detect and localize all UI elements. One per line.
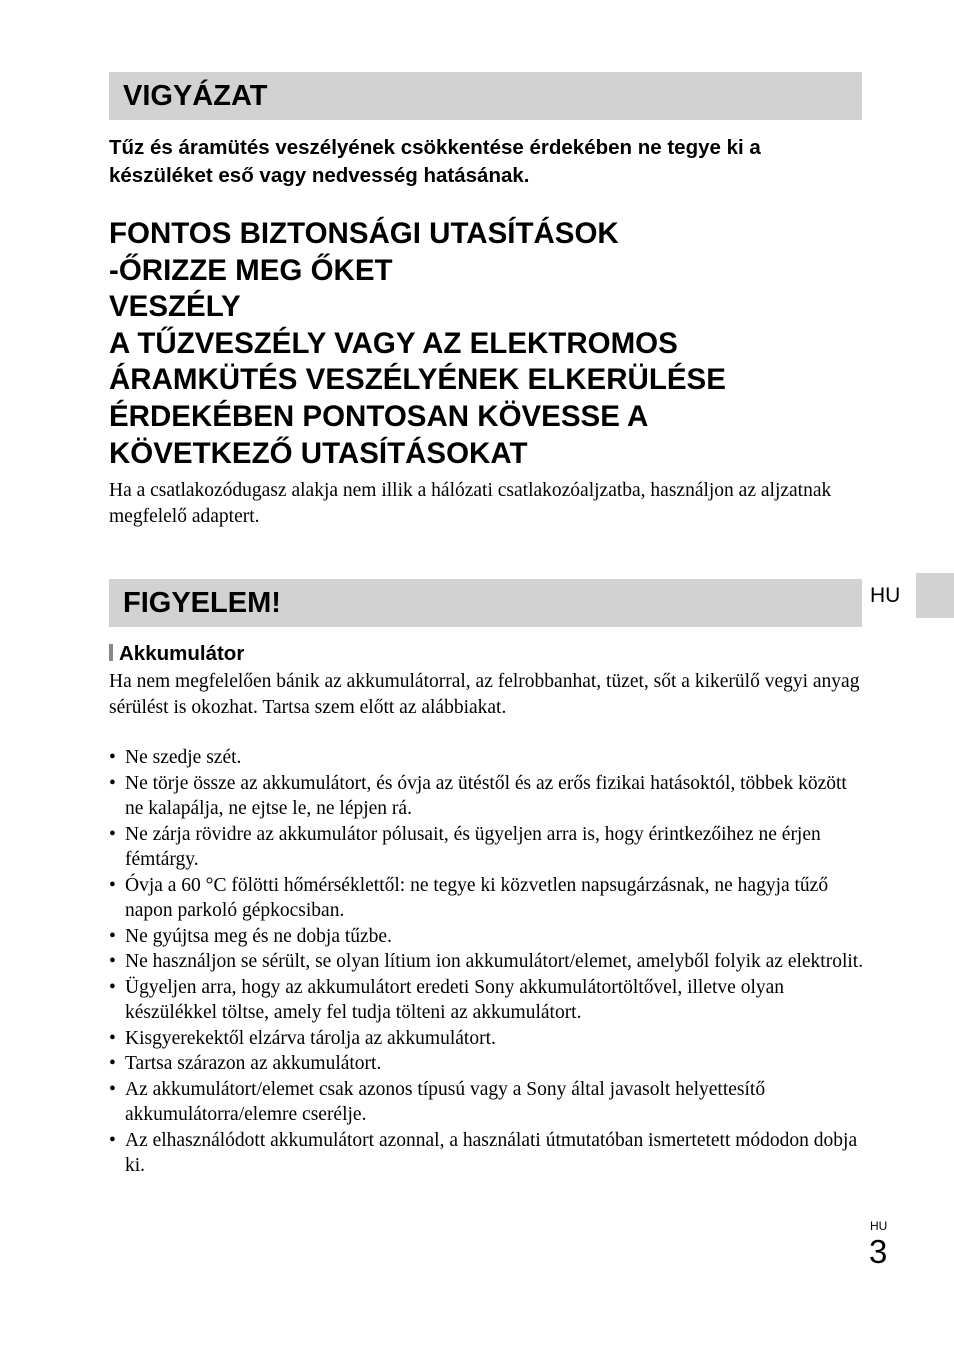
section-heading-vigyazat: VIGYÁZAT [109, 72, 862, 120]
list-item [109, 873, 869, 924]
list-item [109, 924, 869, 950]
important-heading-line: A TŰZVESZÉLY VAGY AZ ELEKTROMOS [109, 326, 678, 360]
important-heading-line: FONTOS BIZTONSÁGI UTASÍTÁSOK [109, 217, 619, 250]
list-item-text: Ne törje össze az akkumulátort, és óvja az ütéstől és az erős fizikai hatásoktól, többek között ne kalapálja, ne ejtse le, ne lépjen rá. [125, 772, 847, 819]
important-heading-line: ÉRDEKÉBEN PONTOSAN KÖVESSE A [109, 399, 649, 433]
list-item-text: Ne szedje szét. [125, 747, 242, 768]
subheading-marker [109, 644, 113, 661]
adapter-paragraph: Ha a csatlakozódugasz alakja nem illik a hálózati csatlakozóaljzatba, használjon az aljzatnak megfelelő adaptert. [109, 480, 832, 527]
section-heading-figyelem: FIGYELEM! [109, 579, 862, 627]
page-language-label: HU [870, 1219, 888, 1233]
important-heading-line: VESZÉLY [109, 290, 241, 324]
bullet-icon: • [109, 1053, 116, 1074]
list-item-text: Az akkumulátort/elemet csak azonos típusú vagy a Sony által javasolt helyettesítő akkumulátorra/elemre cserélje. [125, 1078, 766, 1125]
list-item [109, 1128, 869, 1179]
bullet-icon: • [109, 772, 116, 794]
bullet-icon: • [109, 976, 116, 998]
list-item-text: Ne használjon se sérült, se olyan lítium ion akkumulátort/elemet, amelyből folyik az elektrolit. [125, 951, 864, 972]
list-item-text: Ne zárja rövidre az akkumulátor pólusait, és ügyeljen arra is, hogy érintkezőihez ne érjen fémtárgy. [125, 823, 821, 870]
battery-paragraph: Ha nem megfelelően bánik az akkumulátorral, az felrobbanhat, tüzet, sőt a kikerülő vegyi anyag sérülést is okozhat. Tartsa szem előtt az alábbiakat. [109, 671, 860, 718]
battery-subheading [109, 641, 244, 667]
list-item-text: Kisgyerekektől elzárva tárolja az akkumulátort. [125, 1027, 496, 1049]
important-heading-line: KÖVETKEZŐ UTASÍTÁSOKAT [109, 436, 528, 470]
page-number: 3 [869, 1233, 888, 1270]
list-item-text: Ne gyújtsa meg és ne dobja tűzbe. [125, 925, 392, 947]
important-safety-heading [109, 216, 869, 472]
bullet-icon: • [109, 1027, 116, 1049]
list-item [109, 949, 869, 975]
list-item-text: Tartsa szárazon az akkumulátort. [125, 1053, 382, 1074]
bullet-icon: • [109, 1129, 116, 1151]
list-item [109, 1077, 869, 1128]
list-item [109, 1051, 869, 1077]
battery-subheading-text: Akkumulátor [119, 642, 245, 665]
bullet-icon: • [109, 1078, 116, 1100]
side-language-label: HU [870, 584, 901, 607]
list-item-text: Óvja a 60 °C fölötti hőmérséklettől: ne tegye ki közvetlen napsugárzásnak, ne hagyja tűző napon parkoló gépkocsiban. [125, 874, 829, 921]
warning-lead-text: Tűz és áramütés veszélyének csökkentése érdekében ne tegye ki a készüléket eső vagy nedvesség hatásának. [109, 136, 761, 187]
bullet-icon: • [109, 823, 116, 845]
list-item-text: Az elhasználódott akkumulátort azonnal, a használati útmutatóban ismertetett módodon dobja ki. [125, 1129, 858, 1176]
bullet-icon: • [109, 951, 116, 972]
list-item [109, 1026, 869, 1052]
bullet-icon: • [109, 925, 116, 947]
important-heading-line: -ŐRIZZE MEG ŐKET [109, 253, 393, 287]
list-item [109, 771, 869, 822]
bullet-icon: • [109, 874, 116, 896]
bullet-icon: • [109, 747, 116, 768]
list-item [109, 745, 869, 771]
list-item [109, 975, 869, 1026]
list-item [109, 822, 869, 873]
side-language-tab [916, 573, 954, 618]
important-heading-line: ÁRAMKÜTÉS VESZÉLYÉNEK ELKERÜLÉSE [109, 363, 726, 397]
battery-bullet-list [109, 745, 869, 1179]
list-item-text: Ügyeljen arra, hogy az akkumulátort eredeti Sony akkumulátortöltővel, illetve olyan készülékkel töltse, amely fel tudja tölteni az akkumulátort. [125, 976, 785, 1023]
